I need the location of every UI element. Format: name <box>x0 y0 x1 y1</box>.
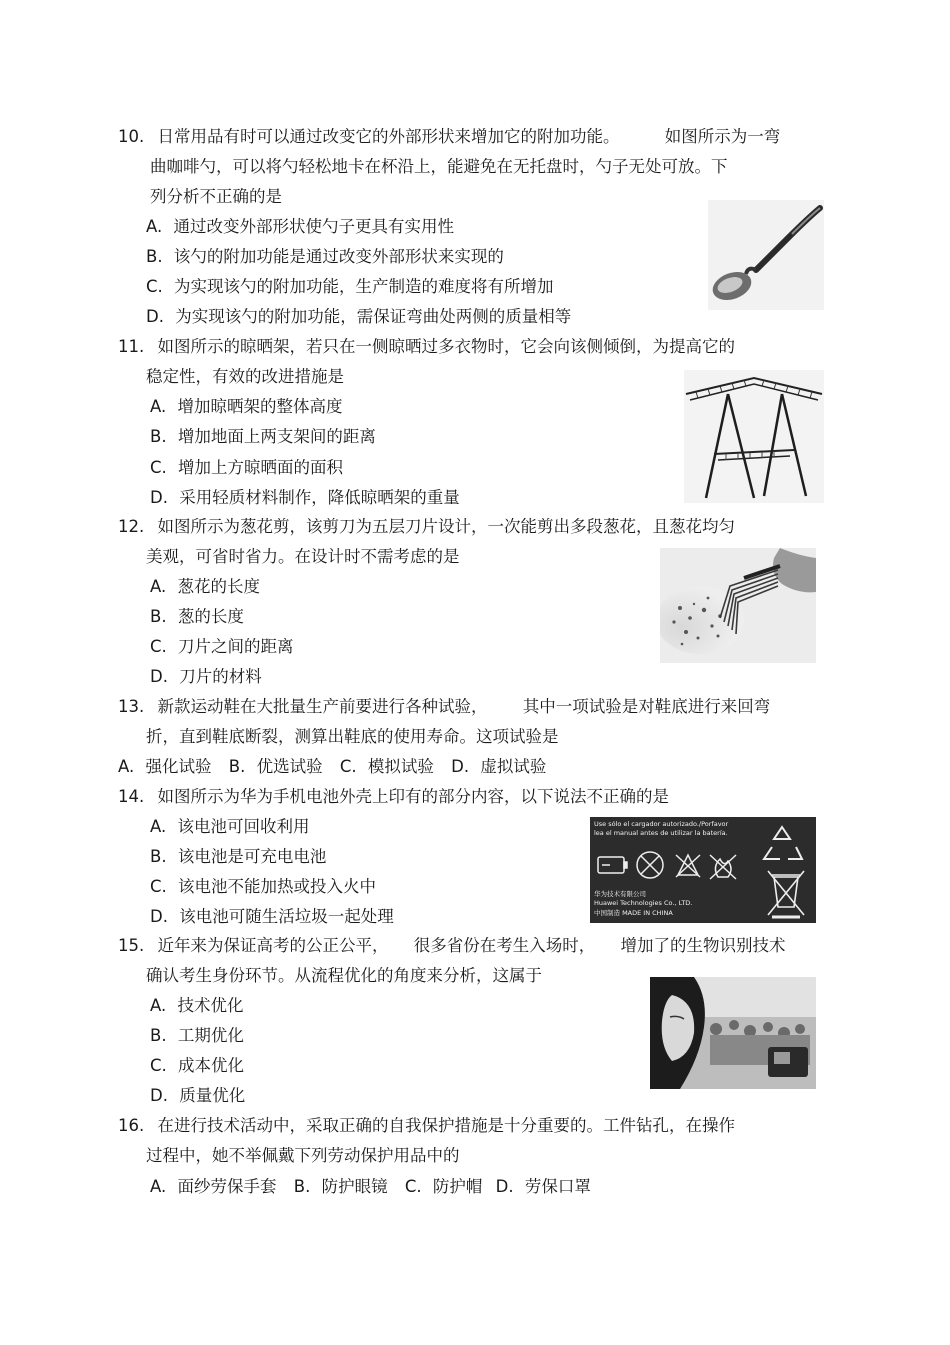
option-letter: A. <box>118 757 135 776</box>
battery-label-company-en: Huawei Technologies Co., LTD. <box>594 899 693 907</box>
option-text: 刀片之间的距离 <box>178 637 294 656</box>
option-text: 该电池是可充电电池 <box>177 847 327 866</box>
option-letter: C. <box>150 877 167 896</box>
q10-number: 10. <box>118 127 145 146</box>
option-text: 该电池不能加热或投入火中 <box>178 877 377 896</box>
q13-options-row <box>118 757 546 777</box>
q11-option-c <box>150 458 343 478</box>
option-text: 防护眼镜 <box>321 1177 388 1196</box>
q12-option-a <box>150 577 260 597</box>
option-letter: D. <box>495 1177 514 1196</box>
option-letter: A. <box>150 996 167 1015</box>
option-letter: B. <box>146 247 163 266</box>
option-letter: A. <box>146 217 163 236</box>
option-letter: C. <box>150 1056 167 1075</box>
battery-label-line-2: lea el manual antes de utilizar la batería. <box>594 829 728 837</box>
q16-number: 16. <box>118 1116 145 1135</box>
q13-stem-line-1 <box>118 697 770 717</box>
scallion-scissors-photo <box>660 548 816 663</box>
q15-stem-part-1: 近年来为保证高考的公正公平， <box>157 936 389 955</box>
q15-option-a <box>150 996 244 1016</box>
q15-stem-line-1 <box>118 936 786 956</box>
option-text: 该电池可回收利用 <box>177 817 310 836</box>
q15-option-d <box>150 1086 245 1106</box>
q14-stem-line-1 <box>118 787 669 807</box>
q12-stem-line-1 <box>118 517 735 537</box>
q11-stem-line-2: 稳定性，有效的改进措施是 <box>146 367 344 386</box>
option-letter: B. <box>150 607 167 626</box>
option-text: 技术优化 <box>177 996 244 1015</box>
option-text: 该电池可随生活垃圾一起处理 <box>179 907 394 926</box>
drying-rack-icon <box>684 370 824 503</box>
option-letter: B. <box>228 757 246 776</box>
option-letter: B. <box>150 1026 167 1045</box>
option-text: 葱花的长度 <box>177 577 260 596</box>
option-letter: B. <box>150 847 167 866</box>
q15-stem-part-2: 很多省份在考生入场时， <box>413 936 596 955</box>
bent-spoon-icon <box>708 200 824 310</box>
option-text: 成本优化 <box>178 1056 245 1075</box>
q10-stem-part-2: 如图所示为一弯 <box>664 127 781 146</box>
q10-option-c <box>146 277 554 297</box>
option-letter: B. <box>150 427 167 446</box>
q13-stem-part-1: 新款运动鞋在大批量生产前要进行各种试验， <box>157 697 488 716</box>
option-text: 刀片的材料 <box>179 667 262 686</box>
option-text: 该勺的附加功能是通过改变外部形状来实现的 <box>173 247 504 266</box>
option-letter: A. <box>150 817 167 836</box>
option-text: 模拟试验 <box>367 757 434 776</box>
q11-option-b <box>150 427 376 447</box>
exam-biometric-photo <box>650 977 816 1089</box>
q14-stem-part-1: 如图所示为华为手机电池外壳上印有的部分内容，以下说法不正确的是 <box>157 787 669 806</box>
q16-stem-line-2: 过程中，她不举佩戴下列劳动保护用品中的 <box>146 1146 460 1165</box>
option-text: 质量优化 <box>179 1086 246 1105</box>
option-text: 防护帽 <box>432 1177 483 1196</box>
option-text: 为实现该勺的附加功能，需保证弯曲处两侧的质量相等 <box>175 307 572 326</box>
option-letter: A. <box>150 1177 167 1196</box>
option-letter: A. <box>150 397 167 416</box>
option-text: 工期优化 <box>177 1026 244 1045</box>
option-letter: A. <box>150 577 167 596</box>
q12-number: 12. <box>118 517 145 536</box>
q12-option-c <box>150 637 294 657</box>
option-letter: C. <box>404 1177 422 1196</box>
q10-option-a <box>146 217 454 237</box>
battery-label-line-1: Use sólo el cargador autorizado./Porfavor <box>594 820 729 828</box>
option-letter: C. <box>146 277 163 296</box>
option-text: 虚拟试验 <box>480 757 547 776</box>
q10-stem-part-1: 日常用品有时可以通过改变它的外部形状来增加它的附加功能。 <box>157 127 620 146</box>
option-letter: D. <box>146 307 164 326</box>
q16-options-row <box>150 1177 591 1197</box>
q11-option-d <box>150 488 460 508</box>
option-letter: C. <box>150 637 167 656</box>
battery-label-made-in: 中国制造 MADE IN CHINA <box>594 909 673 917</box>
drying-rack-photo <box>684 370 824 503</box>
battery-label-company-cn: 华为技术有限公司 <box>594 890 646 898</box>
option-text: 劳保口罩 <box>524 1177 591 1196</box>
q15-stem-part-3: 增加了的生物识别技术 <box>620 936 786 955</box>
q12-stem-line-2: 美观，可省时省力。在设计时不需考虑的是 <box>146 547 460 566</box>
option-text: 强化试验 <box>145 757 212 776</box>
q14-option-d <box>150 907 394 927</box>
q10-stem-line-1 <box>118 127 780 147</box>
option-letter: D. <box>150 667 168 686</box>
q13-stem-line-2: 折，直到鞋底断裂，测算出鞋底的使用寿命。这项试验是 <box>146 727 559 746</box>
exam-biometric-icon <box>650 977 816 1089</box>
option-text: 增加晾晒架的整体高度 <box>177 397 343 416</box>
q15-stem-line-2: 确认考生身份环节。从流程优化的角度来分析，这属于 <box>146 966 542 985</box>
q10-stem-line-3: 列分析不正确的是 <box>150 187 282 206</box>
q14-option-a <box>150 817 310 837</box>
scallion-scissors-icon <box>660 548 816 663</box>
battery-label-photo <box>590 817 816 923</box>
q11-stem-line-1 <box>118 337 735 357</box>
q14-option-c <box>150 877 376 897</box>
q11-number: 11. <box>118 337 145 356</box>
option-letter: D. <box>150 1086 168 1105</box>
option-letter: C. <box>339 757 357 776</box>
q16-stem-part-1: 在进行技术活动中，采取正确的自我保护措施是十分重要的。工件钻孔，在操作 <box>157 1116 735 1135</box>
option-letter: D. <box>150 907 168 926</box>
option-text: 增加上方晾晒面的面积 <box>178 458 344 477</box>
q11-option-a <box>150 397 343 417</box>
q13-number: 13. <box>118 697 145 716</box>
q13-stem-part-2: 其中一项试验是对鞋底进行来回弯 <box>522 697 771 716</box>
option-text: 为实现该勺的附加功能，生产制造的难度将有所增加 <box>174 277 554 296</box>
q11-stem-part-1: 如图所示的晾晒架，若只在一侧晾晒过多衣物时，它会向该侧倾倒，为提高它的 <box>157 337 735 356</box>
option-text: 增加地面上两支架间的距离 <box>177 427 376 446</box>
q16-stem-line-1 <box>118 1116 735 1136</box>
q10-option-d <box>146 307 571 327</box>
q10-stem-line-2: 曲咖啡勺，可以将勺轻松地卡在杯沿上，能避免在无托盘时，勺子无处可放。下 <box>150 157 728 176</box>
option-text: 采用轻质材料制作，降低晾晒架的重量 <box>179 488 460 507</box>
option-text: 通过改变外部形状使勺子更具有实用性 <box>173 217 454 236</box>
option-letter: C. <box>150 458 167 477</box>
q12-stem-part-1: 如图所示为葱花剪，该剪刀为五层刀片设计，一次能剪出多段葱花，且葱花均匀 <box>157 517 735 536</box>
q10-option-b <box>146 247 504 267</box>
bent-spoon-photo <box>708 200 824 310</box>
option-text: 面纱劳保手套 <box>177 1177 277 1196</box>
option-text: 优选试验 <box>256 757 323 776</box>
option-letter: D. <box>451 757 470 776</box>
option-letter: B. <box>293 1177 311 1196</box>
option-text: 葱的长度 <box>177 607 244 626</box>
q15-option-b <box>150 1026 244 1046</box>
option-letter: D. <box>150 488 168 507</box>
q12-option-d <box>150 667 262 687</box>
q14-option-b <box>150 847 326 867</box>
q15-option-c <box>150 1056 244 1076</box>
q15-number: 15. <box>118 936 145 955</box>
q12-option-b <box>150 607 244 627</box>
q14-number: 14. <box>118 787 145 806</box>
